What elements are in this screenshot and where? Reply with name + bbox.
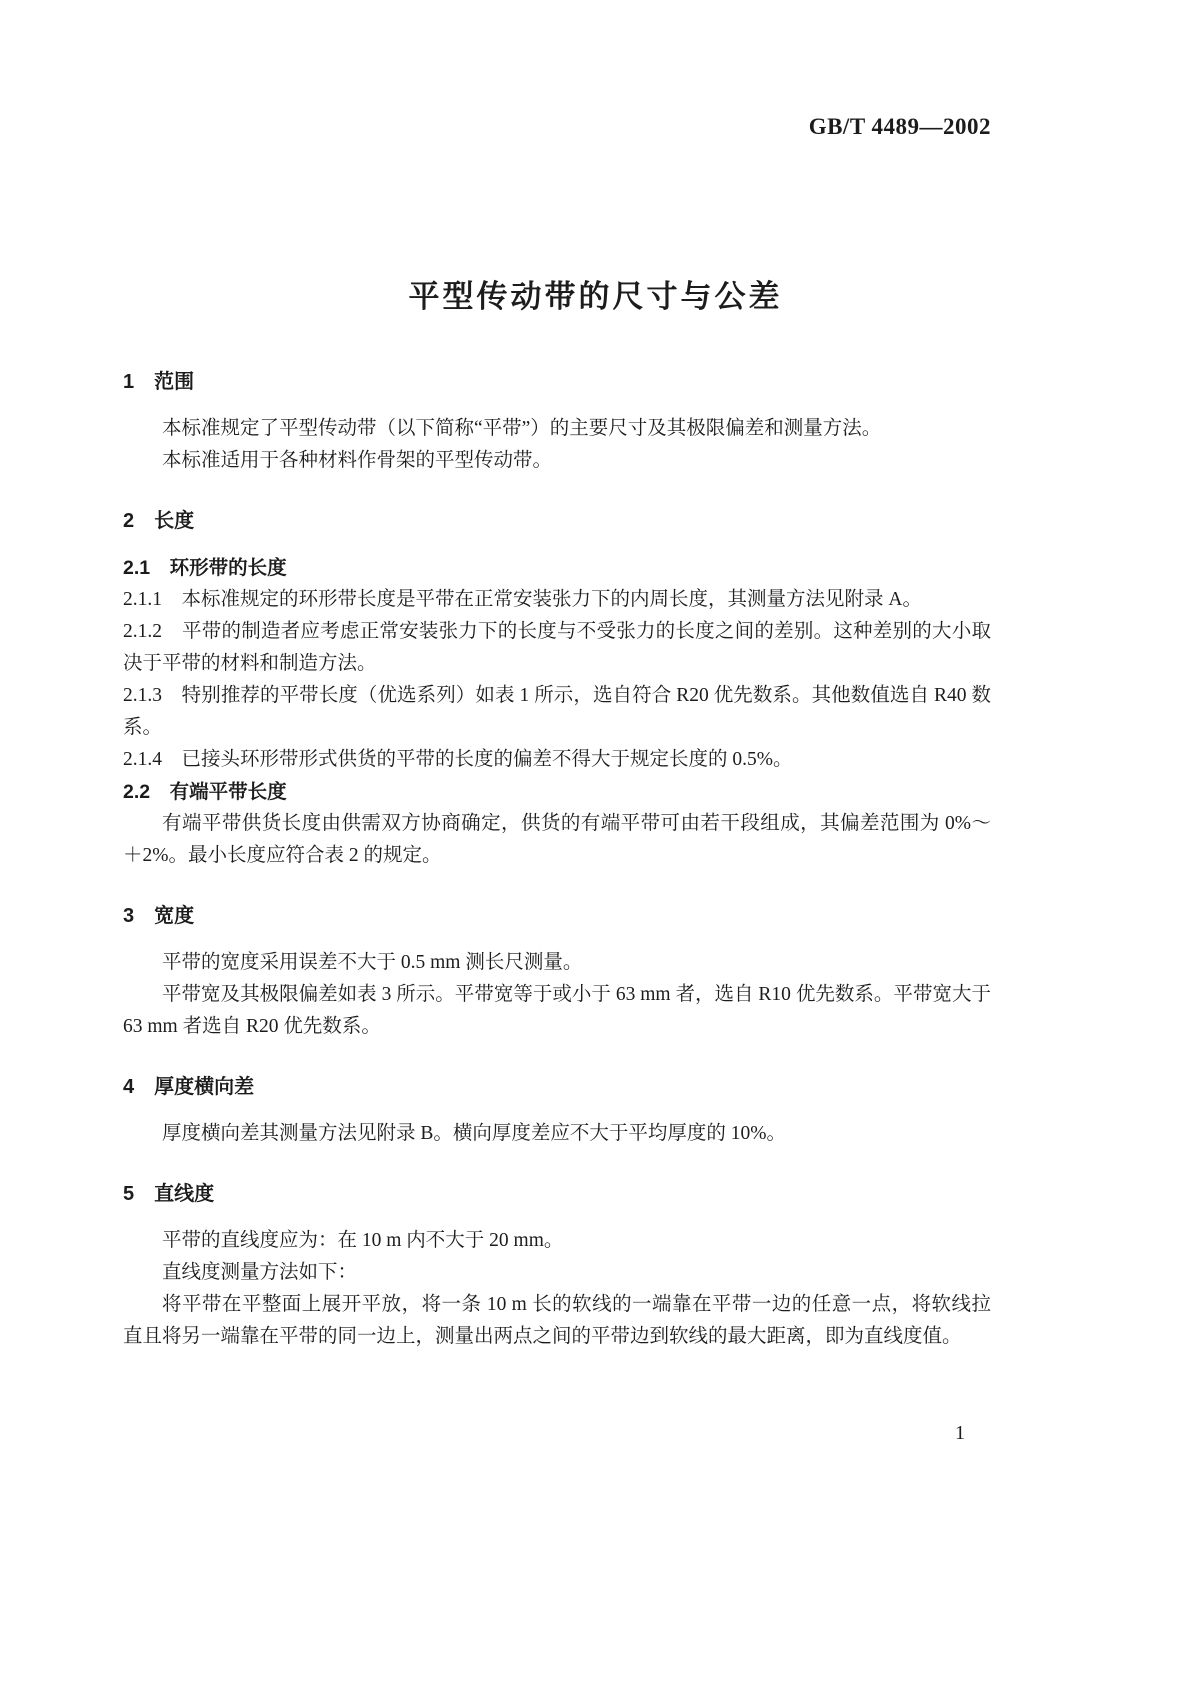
paragraph-scope-2: 本标准适用于各种材料作骨架的平型传动带。 [162,450,553,471]
clause-2-1-2: 2.1.2 平带的制造者应考虑正常安装张力下的长度与不受张力的长度之间的差别。这种差别的大小取决于平带的材料和制造方法。 [123,621,991,674]
clause-2-1-1: 2.1.1 本标准规定的环形带长度是平带在正常安装张力下的内周长度，其测量方法见附录 A。 [123,589,922,610]
section-heading-3-width: 3 宽度 [123,905,195,927]
section-heading-1-scope: 1 范围 [123,371,195,393]
clause-2-1-4: 2.1.4 已接头环形带形式供货的平带的长度的偏差不得大于规定长度的 0.5%。 [123,749,793,770]
paragraph-width-1: 平带的宽度采用误差不大于 0.5 mm 测长尺测量。 [162,952,583,973]
section-heading-4-thickness: 4 厚度横向差 [123,1076,255,1098]
paragraph-straightness-3: 将平带在平整面上展开平放，将一条 10 m 长的软线的一端靠在平带一边的任意一点，将软线拉直且将另一端靠在平带的同一边上，测量出两点之间的平带边到软线的最大距离，即为直线度值。 [123,1294,991,1347]
subsection-heading-2-1: 2.1 环形带的长度 [123,557,287,579]
clause-2-1-3: 2.1.3 特别推荐的平带长度（优选系列）如表 1 所示，选自符合 R20 优先数系。其他数值选自 R40 数系。 [123,685,991,738]
document-title: 平型传动带的尺寸与公差 [408,278,783,314]
paragraph-thickness-1: 厚度横向差其测量方法见附录 B。横向厚度差应不大于平均厚度的 10%。 [162,1123,787,1144]
standard-number: GB/T 4489—2002 [808,114,991,139]
page-number: 1 [955,1422,965,1444]
subsection-heading-2-2: 2.2 有端平带长度 [123,781,287,803]
section-heading-5-straightness: 5 直线度 [123,1183,215,1205]
paragraph-2-2-1: 有端平带供货长度由供需双方协商确定，供货的有端平带可由若干段组成，其偏差范围为 0%～＋2%。最小长度应符合表 2 的规定。 [123,813,991,866]
document-body [123,366,991,1353]
paragraph-width-2: 平带宽及其极限偏差如表 3 所示。平带宽等于或小于 63 mm 者，选自 R10 优先数系。平带宽大于 63 mm 者选自 R20 优先数系。 [123,984,991,1037]
paragraph-straightness-2: 直线度测量方法如下： [162,1262,358,1283]
section-heading-2-length: 2 长度 [123,510,195,532]
paragraph-scope-1: 本标准规定了平型传动带（以下简称“平带”）的主要尺寸及其极限偏差和测量方法。 [162,418,882,439]
paragraph-straightness-1: 平带的直线度应为：在 10 m 内不大于 20 mm。 [162,1230,564,1251]
